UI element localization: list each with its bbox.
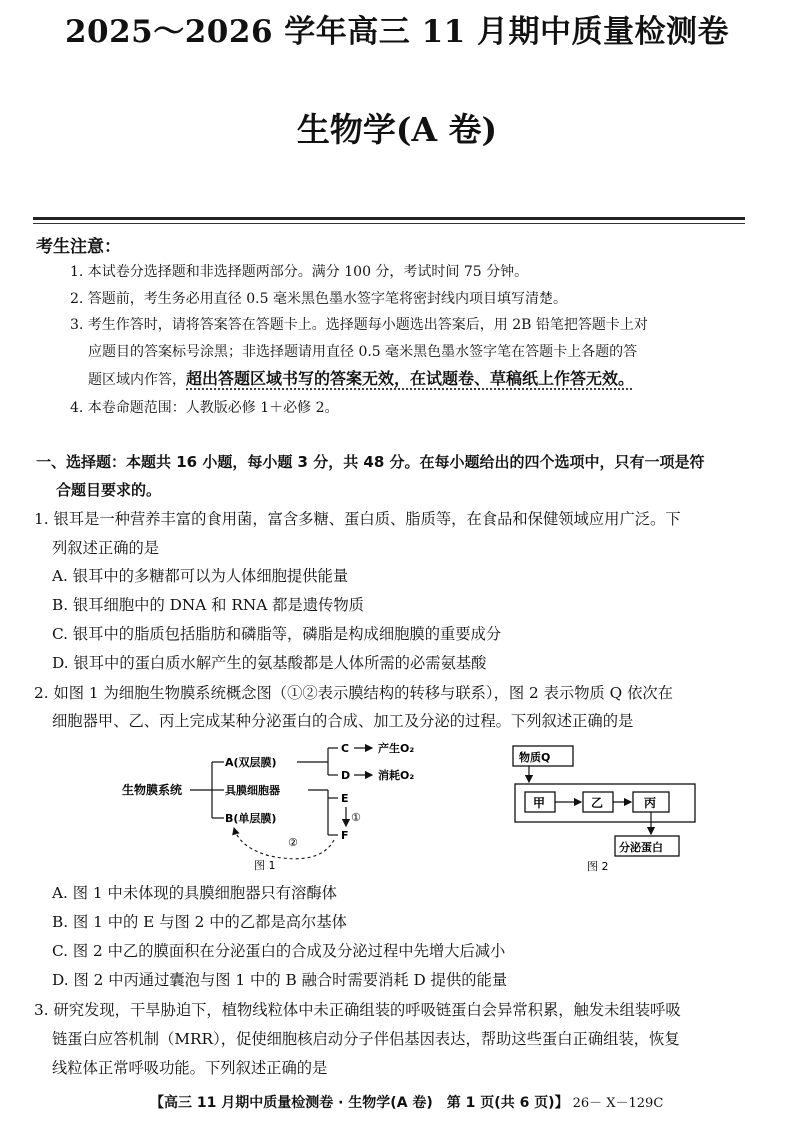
q2-stem-line2: 细胞器甲、乙、丙上完成某种分泌蛋白的合成、加工及分泌的过程。下列叙述正确的是 bbox=[52, 712, 634, 730]
fig1-label-e: E bbox=[341, 792, 349, 805]
q2-stem: 2. 如图 1 为细胞生物膜系统概念图（①②表示膜结构的转移与联系），图 2 表示物质 Q 依次在 bbox=[34, 684, 673, 702]
fig2-input-label: 物质Q bbox=[519, 751, 551, 764]
q1-option-b: B. 银耳细胞中的 DNA 和 RNA 都是遗传物质 bbox=[52, 596, 364, 614]
fig1-d-effect: 消耗O₂ bbox=[378, 769, 415, 782]
q1-option-c: C. 银耳中的脂质包括脂肪和磷脂等，磷脂是构成细胞膜的重要成分 bbox=[52, 625, 502, 643]
subject-title: 生物学(A 卷) bbox=[296, 110, 498, 149]
fig2-output: 分泌蛋白 bbox=[619, 841, 663, 854]
q3-stem-line3: 线粒体正常呼吸功能。下列叙述正确的是 bbox=[52, 1059, 328, 1077]
q2-option-a: A. 图 1 中未体现的具膜细胞器只有溶酶体 bbox=[52, 884, 337, 902]
notice-item-4: 4. 本卷命题范围：人教版必修 1＋必修 2。 bbox=[70, 400, 339, 416]
q2-option-c: C. 图 2 中乙的膜面积在分泌蛋白的合成及分泌过程中先增大后减小 bbox=[52, 942, 506, 960]
footer-text: 【高三 11 月期中质量检测卷 · 生物学(A 卷) 第 1 页(共 6 页)】 bbox=[150, 1095, 569, 1111]
fig1-root-label: 生物膜系统 bbox=[122, 783, 183, 797]
notice-emphasis: 超出答题区域书写的答案无效，在试题卷、草稿纸上作答无效。 bbox=[186, 369, 635, 388]
notice-title: 考生注意： bbox=[36, 237, 121, 257]
q2-option-d: D. 图 2 中丙通过囊泡与图 1 中的 B 融合时需要消耗 D 提供的能量 bbox=[52, 971, 508, 989]
notice-item-3: 3. 考生作答时，请将答案答在答题卡上。选择题每小题选出答案后，用 2B 铅笔把答题卡上对 bbox=[70, 317, 648, 333]
page-footer bbox=[150, 1092, 663, 1112]
section-heading: 一、选择题：本题共 16 小题，每小题 3 分，共 48 分。在每小题给出的四个选项中，只有一项是符 bbox=[36, 453, 705, 471]
notice-item-3-line2: 应题目的答案标号涂黑；非选择题请用直径 0.5 毫米黑色墨水签字笔在答题卡上各题的答 bbox=[88, 344, 638, 360]
fig2-jia: 甲 bbox=[533, 796, 546, 810]
fig1-label-a: A(双层膜) bbox=[225, 756, 277, 769]
fig1-mark-2: ② bbox=[288, 836, 298, 849]
section-heading-line2: 合题目要求的。 bbox=[56, 481, 162, 499]
fig1-label-c: C bbox=[341, 742, 350, 755]
q2-option-b: B. 图 1 中的 E 与图 2 中的乙都是高尔基体 bbox=[52, 913, 347, 931]
q1-stem-line2: 列叙述正确的是 bbox=[52, 539, 160, 557]
fig1-label-mid: 具膜细胞器 bbox=[225, 784, 280, 797]
fig2-bing: 丙 bbox=[644, 796, 657, 810]
notice-item-2: 2. 答题前，考生务必用直径 0.5 毫米黑色墨水签字笔将密封线内项目填写清楚。 bbox=[70, 291, 567, 307]
q3-stem: 3. 研究发现，干旱胁迫下，植物线粒体中未正确组装的呼吸链蛋白会异常积累，触发未组装呼吸 bbox=[34, 1001, 681, 1019]
header-divider-thin bbox=[33, 223, 745, 224]
fig1-label-b: B(单层膜) bbox=[225, 812, 277, 825]
fig2-yi: 乙 bbox=[591, 796, 604, 810]
fig1-label-d: D bbox=[341, 769, 351, 782]
notice-item-1: 1. 本试卷分选择题和非选择题两部分。满分 100 分，考试时间 75 分钟。 bbox=[70, 264, 529, 280]
fig2-caption: 图 2 bbox=[587, 860, 609, 873]
fig1-label-f: F bbox=[341, 829, 349, 842]
notice-item-3-line3 bbox=[88, 369, 634, 390]
q1-stem: 1. 银耳是一种营养丰富的食用菌，富含多糖、蛋白质、脂质等，在食品和保健领域应用广泛。下 bbox=[34, 510, 681, 528]
footer-code: 26－ X－129C bbox=[572, 1096, 664, 1111]
q3-stem-line2: 链蛋白应答机制（MRR），促使细胞核启动分子伴侣基因表达，帮助这些蛋白正确组装，恢复 bbox=[52, 1030, 680, 1048]
q1-option-d: D. 银耳中的蛋白质水解产生的氨基酸都是人体所需的必需氨基酸 bbox=[52, 654, 487, 672]
exam-title: 2025～2026 学年高三 11 月期中质量检测卷 bbox=[64, 14, 730, 50]
fig1-mark-1: ① bbox=[351, 811, 361, 824]
figure-2-secretion-process bbox=[505, 742, 715, 876]
fig1-caption: 图 1 bbox=[254, 859, 276, 872]
fig1-c-effect: 产生O₂ bbox=[378, 742, 415, 755]
q1-option-a: A. 银耳中的多糖都可以为人体细胞提供能量 bbox=[52, 567, 349, 585]
header-divider bbox=[33, 217, 745, 220]
notice-item-3-line3-text: 题区域内作答， bbox=[88, 372, 186, 388]
figure-1-membrane-concept-map bbox=[120, 738, 450, 876]
